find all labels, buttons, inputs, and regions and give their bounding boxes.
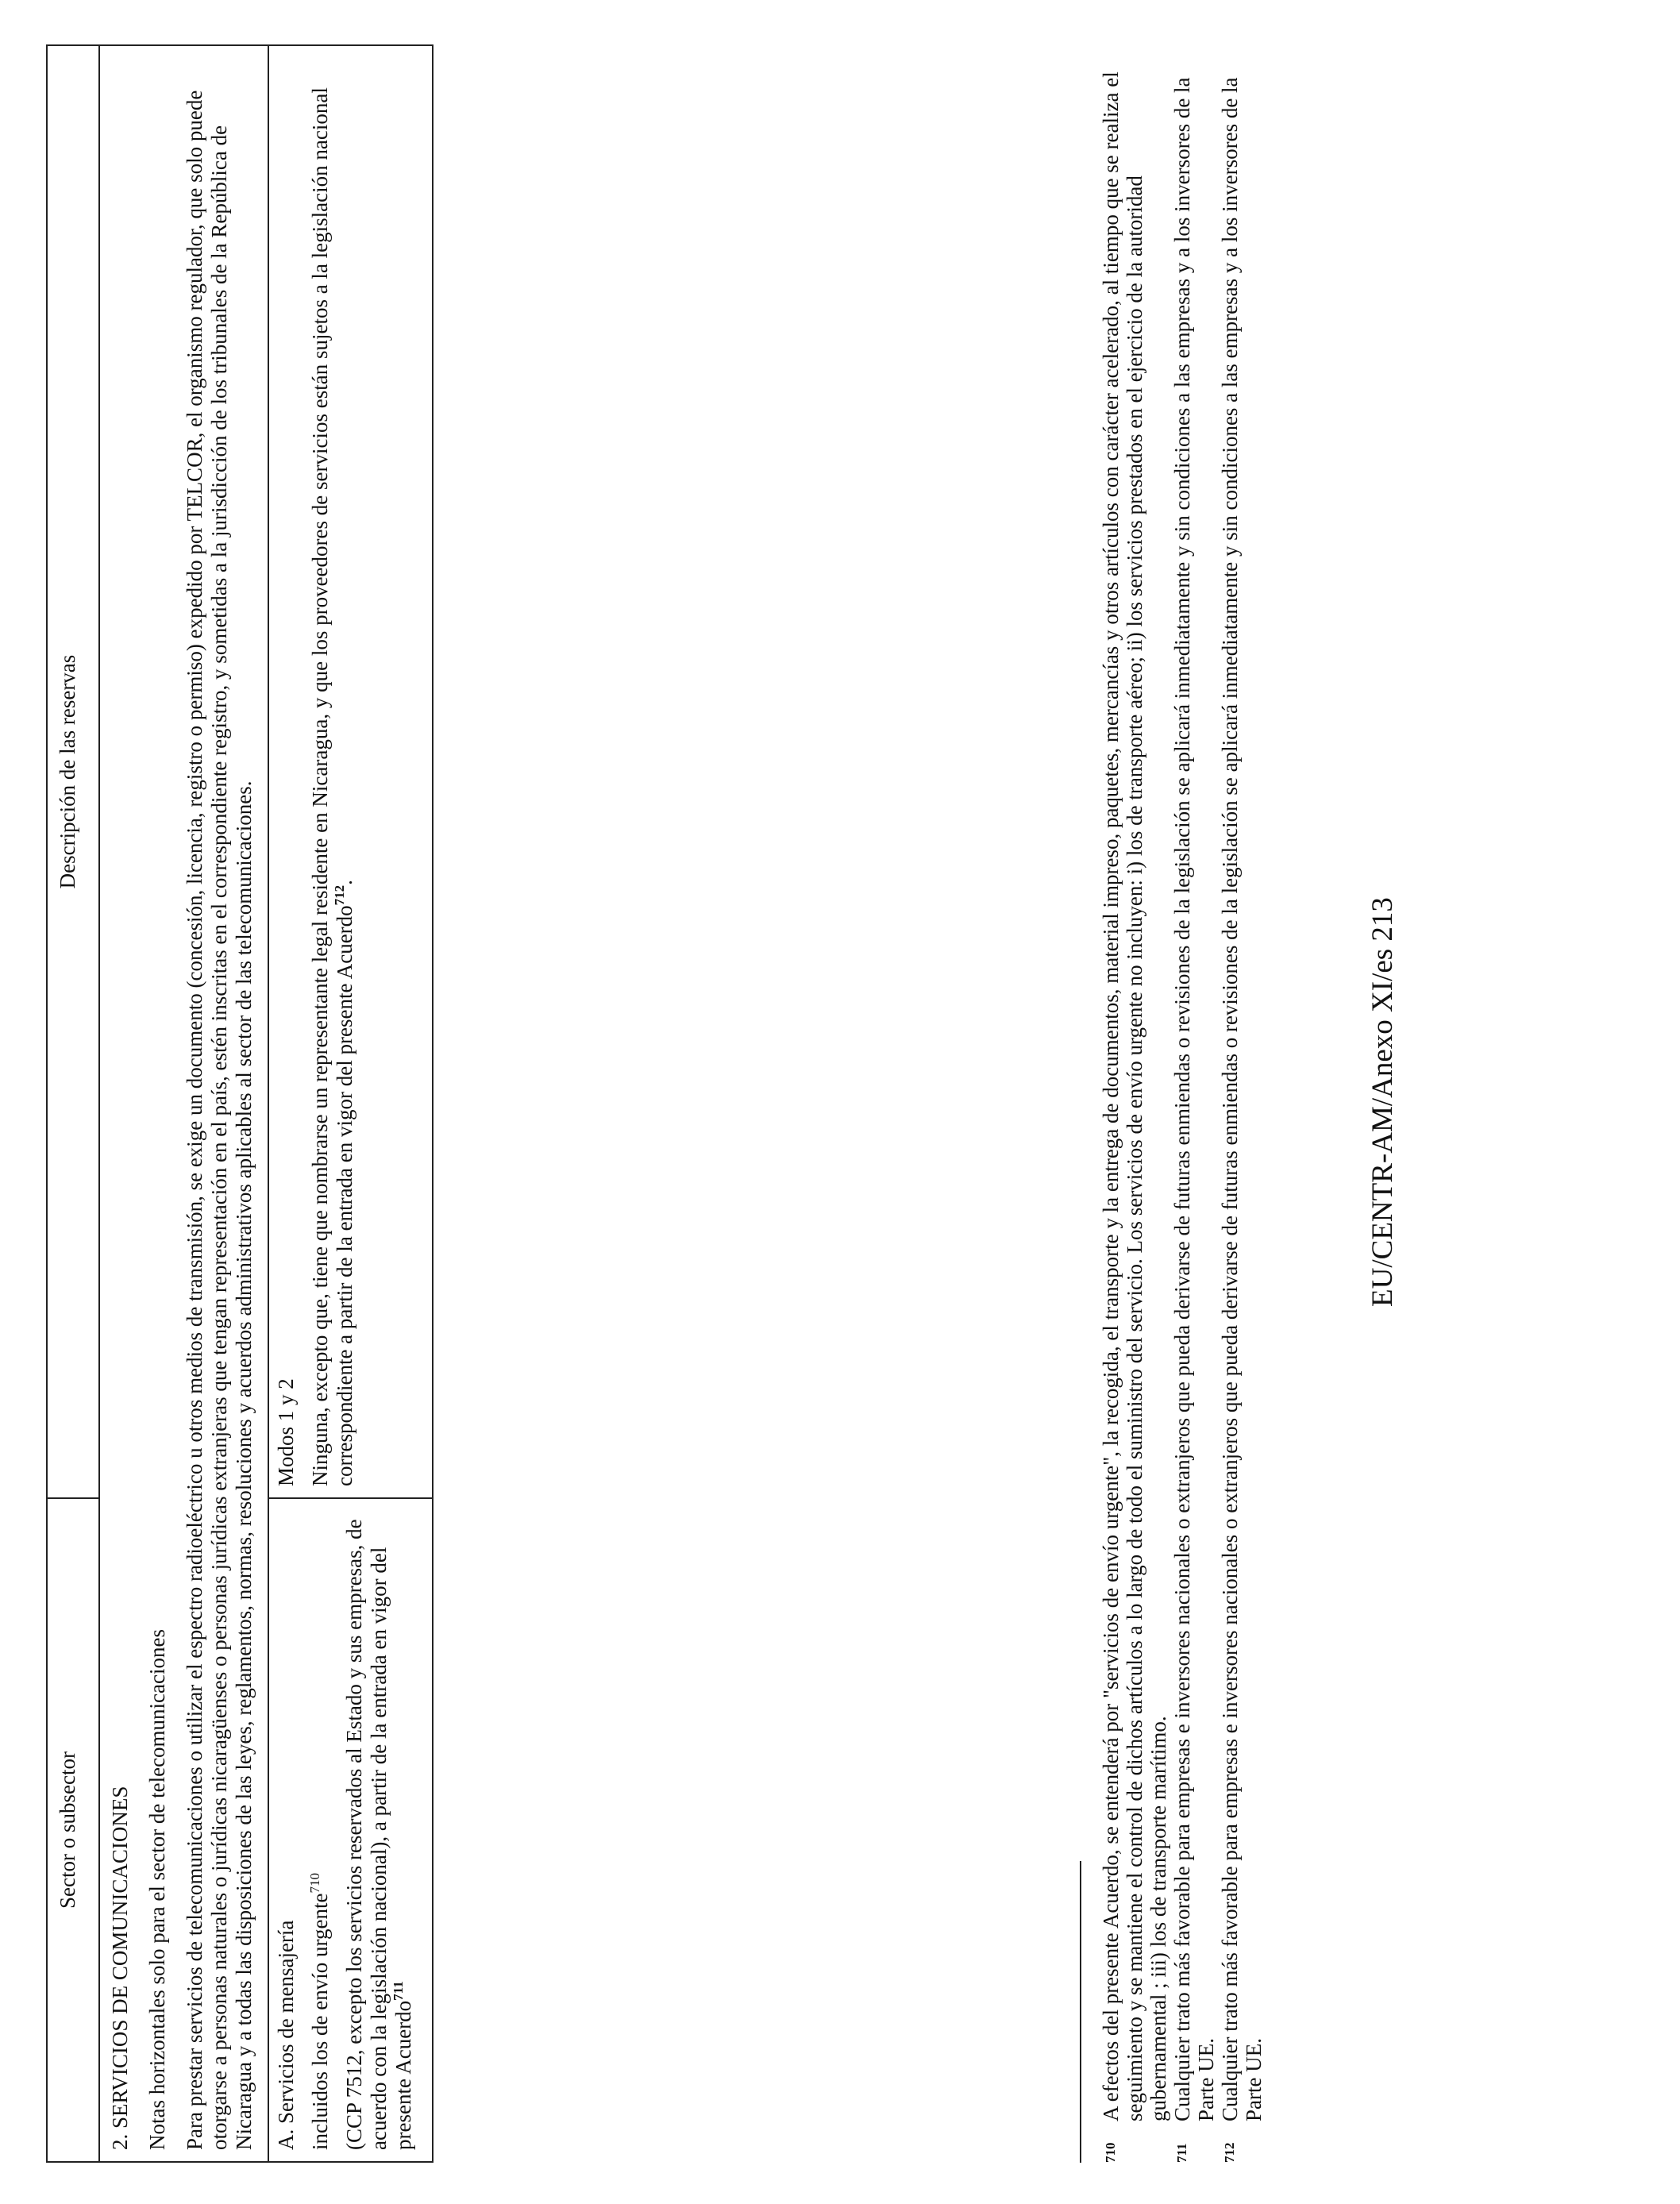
- sector-ccp-text: (CCP 7512, excepto los servicios reservados al Estado y sus empresas, de acuerdo con la legislación nacional), a partir de la entrada en vigor del presente Acuerdo: [342, 1519, 415, 2150]
- sector-ccp: [342, 1510, 416, 2150]
- footnote-710: [1099, 44, 1170, 2163]
- footnote-number: 710: [1103, 2142, 1118, 2163]
- footnotes: [1099, 44, 1266, 2163]
- section-title: 2. SERVICIOS DE COMUNICACIONES: [108, 1786, 132, 2150]
- section-row: [99, 45, 268, 2162]
- sector-included: [308, 1510, 333, 2150]
- header-description: Descripción de las reservas: [47, 45, 99, 1498]
- footnote-text: A efectos del presente Acuerdo, se entenderá por "servicios de envío urgente", la recogida, el transporte y la entrega de documentos, material impreso, paquetes, mercancías y otros artículos con carácter acelerado, al tiempo que se realiza el seguimiento y se mantiene el control de dichos artículos a lo largo de todo el suministro del servicio. Los servicios de envío urgente no incluyen: i) los de transporte aéreo; ii) los servicios prestados en el ejercicio de la autoridad gubernamental ; iii) los de transporte marítimo.: [1099, 71, 1170, 2121]
- footnote-712: [1218, 44, 1266, 2163]
- footnote-ref-710[interactable]: 710: [307, 1873, 322, 1894]
- header-sector: Sector o subsector: [47, 1498, 99, 2162]
- footnote-text: Cualquier trato más favorable para empresas e inversores nacionales o extranjeros que pueda derivarse de futuras enmiendas o revisiones de la legislación se aplicará inmediatamente y sin condiciones a las empresas y a los inversores de la Parte UE.: [1218, 77, 1266, 2121]
- footnote-separator: [1080, 1861, 1081, 2163]
- footnote-711: [1170, 44, 1218, 2163]
- description-end: .: [333, 880, 356, 885]
- sector-cell: [268, 1498, 433, 2162]
- section-cell: [99, 45, 268, 2162]
- sector-title: A. Servicios de mensajería: [274, 1920, 298, 2150]
- table-header-row: [47, 45, 99, 2162]
- sector-included-text: incluidos los de envío urgente: [308, 1893, 332, 2150]
- section-note-heading: Notas horizontales solo para el sector de telecomunicaciones: [145, 1628, 169, 2150]
- modes-label: Modos 1 y 2: [274, 1378, 298, 1486]
- reservations-table: [46, 44, 433, 2163]
- description-text: [308, 57, 357, 1486]
- footnote-number: 712: [1222, 2142, 1237, 2163]
- footnote-number: 711: [1174, 2143, 1189, 2163]
- description-cell: [268, 45, 433, 1498]
- footnote-text: Cualquier trato más favorable para empresas e inversores nacionales o extranjeros que pueda derivarse de futuras enmiendas o revisiones de la legislación se aplicará inmediatamente y sin condiciones a las empresas y a los inversores de la Parte UE.: [1170, 77, 1218, 2121]
- footnote-ref-711[interactable]: 711: [391, 1981, 406, 2001]
- page-reference: EU/CENTR-AM/Anexo XI/es 213: [1366, 897, 1399, 1307]
- table-row: [268, 45, 433, 2162]
- description-body: Ninguna, excepto que, tiene que nombrarse un representante legal residente en Nicaragua, y que los proveedores de servicios están sujetos a la legislación nacional correspondiente a partir de la entrada en vigor del presente Acuerdo: [308, 87, 356, 1486]
- footnote-ref-712[interactable]: 712: [332, 884, 347, 906]
- section-note-text: Para prestar servicios de telecomunicaciones o utilizar el espectro radioeléctrico u otros medios de transmisión, se exige un documento (concesión, licencia, registro o permiso) expedido por TELCOR, el organismo regulador, que solo puede otorgarse a personas naturales o jurídicas nicaragüenses o personas jurídicas extranjeras que tengan representación en el país, estén inscritas en el correspondiente registro, y sometidas a la jurisdicción de los tribunales de la República de Nicaragua y a todas las disposiciones de las leyes, reglamentos, normas, resoluciones y acuerdos administrativos aplicables al sector de las telecomunicaciones.: [183, 90, 256, 2150]
